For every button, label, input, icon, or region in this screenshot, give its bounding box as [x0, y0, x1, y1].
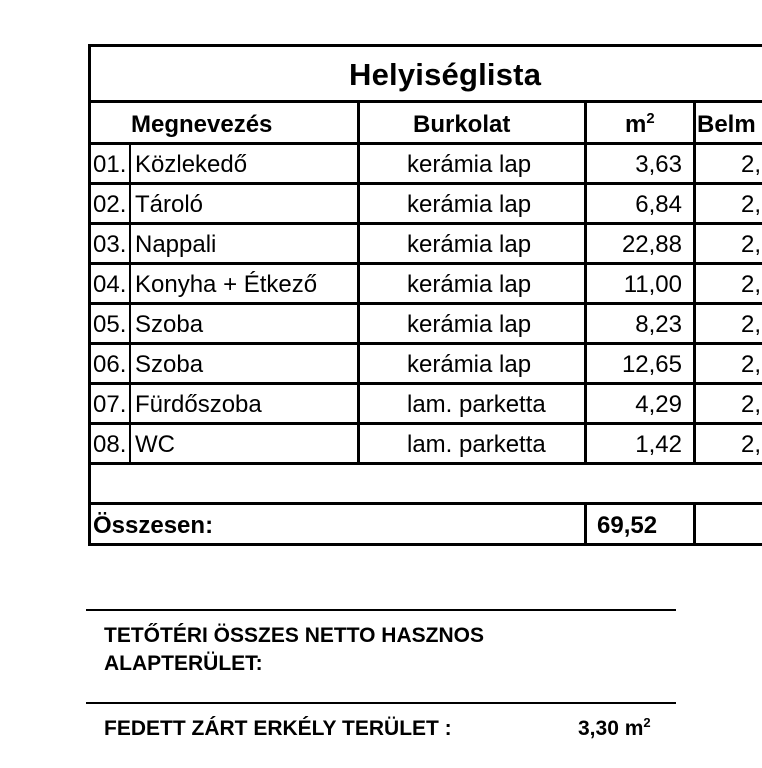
- room-height: 2,: [741, 311, 762, 338]
- room-area: 4,29: [635, 391, 682, 418]
- row-number: 07.: [93, 391, 127, 418]
- room-list-table: [88, 44, 762, 546]
- col-divider-area: [693, 103, 696, 465]
- room-area: 11,00: [623, 271, 682, 298]
- room-name: Fürdőszoba: [135, 391, 262, 418]
- table-row: [91, 305, 762, 345]
- header-row: [91, 103, 762, 145]
- room-name: Konyha + Étkező: [135, 271, 318, 298]
- row-number: 02.: [93, 191, 127, 218]
- floor-material: lam. parketta: [407, 391, 546, 418]
- table-row: [91, 345, 762, 385]
- row-number: 04.: [93, 271, 127, 298]
- room-height: 2,: [741, 351, 762, 378]
- header-name: Megnevezés: [131, 111, 273, 138]
- row-number: 01.: [93, 151, 127, 178]
- col-divider-name: [357, 103, 360, 465]
- balcony-area-value: 3,30 $m^2$: [578, 715, 651, 740]
- empty-row: [91, 465, 762, 505]
- row-number: 06.: [93, 351, 127, 378]
- table-row: [91, 185, 762, 225]
- total-area: 69,52: [597, 512, 658, 539]
- room-area: 3,63: [635, 151, 682, 178]
- summary-divider-top: [86, 609, 676, 611]
- room-height: 2,: [741, 431, 762, 458]
- floor-material: kerámia lap: [407, 271, 532, 298]
- summary-divider-bottom: [86, 702, 676, 704]
- room-area: 1,42: [635, 431, 682, 458]
- header-area: $m^2$: [625, 111, 655, 138]
- table-row: [91, 425, 762, 465]
- table-row: [91, 385, 762, 425]
- room-height: 2,: [741, 271, 762, 298]
- row-number: 08.: [93, 431, 127, 458]
- balcony-area-label: FEDETT ZÁRT ERKÉLY TERÜLET :: [104, 717, 452, 740]
- room-area: 6,84: [635, 191, 682, 218]
- table-row: [91, 225, 762, 265]
- total-divider-2: [693, 505, 696, 546]
- room-area: 12,65: [621, 351, 682, 378]
- floor-material: kerámia lap: [407, 231, 532, 258]
- room-name: WC: [135, 431, 175, 458]
- row-number: 03.: [93, 231, 127, 258]
- room-name: Szoba: [135, 311, 204, 338]
- table-row: [91, 265, 762, 305]
- room-height: 2,: [741, 391, 762, 418]
- floor-material: kerámia lap: [407, 151, 532, 178]
- table-title: Helyiséglista: [349, 57, 542, 92]
- room-area: 22,88: [621, 231, 682, 258]
- floor-material: kerámia lap: [407, 191, 532, 218]
- floor-material: kerámia lap: [407, 311, 532, 338]
- room-height: 2,: [741, 231, 762, 258]
- room-name: Szoba: [135, 351, 204, 378]
- room-name: Tároló: [135, 191, 204, 218]
- floor-material: kerámia lap: [407, 351, 532, 378]
- net-area-label: TETŐTÉRI ÖSSZES NETTO HASZNOS ALAPTERÜLET:: [104, 624, 484, 675]
- room-height: 2,: [741, 191, 762, 218]
- total-row: [91, 505, 762, 546]
- room-area: 8,23: [635, 311, 682, 338]
- total-divider-1: [584, 505, 587, 546]
- table-row: [91, 145, 762, 185]
- row-number: 05.: [93, 311, 127, 338]
- header-floor: Burkolat: [413, 111, 511, 138]
- col-divider-floor: [584, 103, 587, 465]
- room-name: Közlekedő: [135, 151, 248, 178]
- room-height: 2,: [741, 151, 762, 178]
- table-title-cell: [91, 47, 762, 103]
- room-name: Nappali: [135, 231, 217, 258]
- floor-material: lam. parketta: [407, 431, 546, 458]
- col-divider-number: [129, 145, 131, 465]
- header-height: Belm: [697, 111, 756, 138]
- total-label: Összesen:: [93, 512, 214, 539]
